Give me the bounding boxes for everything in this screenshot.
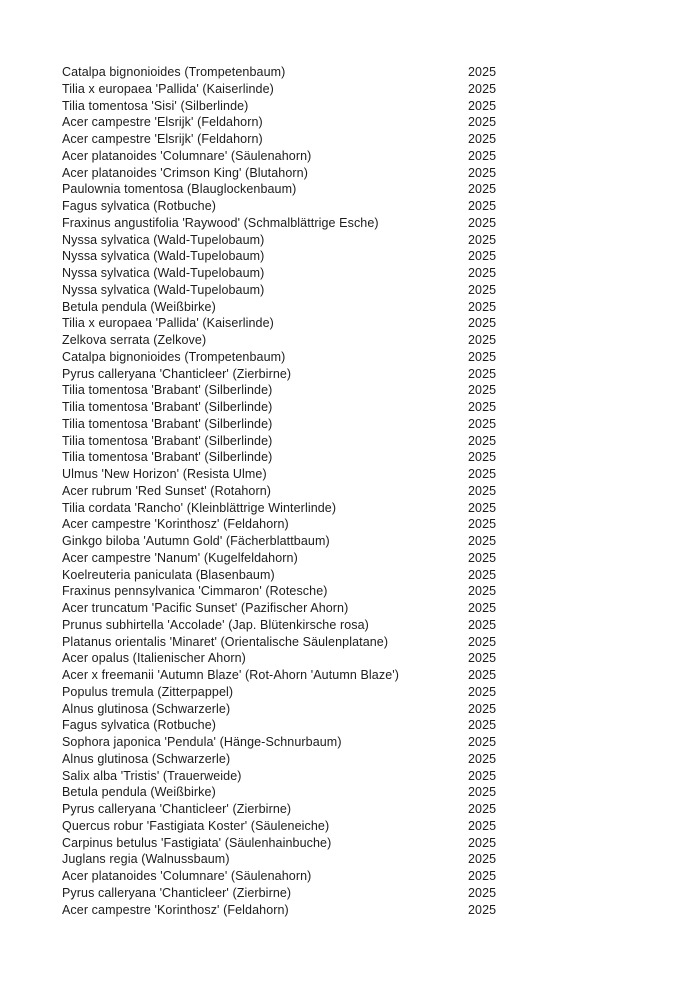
tree-name: Tilia tomentosa 'Brabant' (Silberlinde) bbox=[62, 383, 273, 398]
planting-year: 2025 bbox=[468, 148, 497, 163]
list-item bbox=[62, 801, 700, 818]
planting-year: 2025 bbox=[468, 701, 497, 716]
list-item bbox=[62, 734, 700, 751]
planting-year: 2025 bbox=[468, 651, 497, 666]
list-item bbox=[62, 818, 700, 835]
planting-year: 2025 bbox=[468, 316, 497, 331]
tree-name: Ginkgo biloba 'Autumn Gold' (Fächerblattbaum) bbox=[62, 534, 330, 548]
list-item bbox=[62, 148, 700, 165]
list-item bbox=[62, 533, 700, 550]
planting-year: 2025 bbox=[468, 483, 497, 498]
tree-name: Tilia tomentosa 'Brabant' (Silberlinde) bbox=[62, 400, 273, 414]
tree-name: Sophora japonica 'Pendula' (Hänge-Schnurbaum) bbox=[62, 735, 342, 749]
planting-year: 2025 bbox=[468, 81, 497, 96]
list-item bbox=[62, 684, 700, 701]
list-item bbox=[62, 366, 700, 383]
tree-name: Platanus orientalis 'Minaret' (Orientalische Säulenplatane) bbox=[62, 634, 389, 649]
tree-name: Koelreuteria paniculata (Blasenbaum) bbox=[62, 567, 275, 582]
list-item bbox=[62, 131, 700, 148]
list-item bbox=[62, 299, 700, 316]
planting-year: 2025 bbox=[468, 735, 497, 749]
list-item bbox=[62, 583, 700, 600]
tree-name: Acer truncatum 'Pacific Sunset' (Pazifischer Ahorn) bbox=[62, 601, 349, 615]
planting-year: 2025 bbox=[468, 517, 497, 532]
list-item bbox=[62, 265, 700, 282]
planting-year: 2025 bbox=[468, 500, 497, 515]
tree-name: Acer rubrum 'Red Sunset' (Rotahorn) bbox=[62, 483, 272, 498]
list-item bbox=[62, 466, 700, 483]
tree-name: Carpinus betulus 'Fastigiata' (Säulenhainbuche) bbox=[62, 835, 332, 850]
planting-year: 2025 bbox=[468, 266, 497, 280]
list-item bbox=[62, 433, 700, 450]
planting-year: 2025 bbox=[468, 98, 497, 113]
tree-name: Alnus glutinosa (Schwarzerle) bbox=[62, 701, 231, 716]
tree-name: Populus tremula (Zitterpappel) bbox=[62, 684, 234, 699]
list-item bbox=[62, 835, 700, 852]
tree-name: Tilia cordata 'Rancho' (Kleinblättrige Winterlinde) bbox=[62, 500, 337, 515]
list-item bbox=[62, 902, 700, 919]
list-item bbox=[62, 64, 700, 81]
list-item bbox=[62, 600, 700, 617]
planting-year: 2025 bbox=[468, 534, 497, 548]
list-item bbox=[62, 516, 700, 533]
planting-year: 2025 bbox=[468, 165, 497, 180]
list-item bbox=[62, 399, 700, 416]
tree-name: Tilia x europaea 'Pallida' (Kaiserlinde) bbox=[62, 81, 274, 96]
list-item bbox=[62, 550, 700, 567]
list-item bbox=[62, 81, 700, 98]
planting-year: 2025 bbox=[468, 132, 497, 146]
tree-name: Fagus sylvatica (Rotbuche) bbox=[62, 199, 217, 213]
list-item bbox=[62, 634, 700, 651]
planting-year: 2025 bbox=[468, 366, 497, 381]
list-item bbox=[62, 165, 700, 182]
planting-year: 2025 bbox=[468, 215, 497, 230]
list-item bbox=[62, 784, 700, 801]
tree-name: Quercus robur 'Fastigiata Koster' (Säuleneiche) bbox=[62, 818, 330, 833]
list-item bbox=[62, 717, 700, 734]
tree-name: Nyssa sylvatica (Wald-Tupelobaum) bbox=[62, 266, 265, 280]
list-item bbox=[62, 349, 700, 366]
list-item bbox=[62, 181, 700, 198]
planting-year: 2025 bbox=[468, 400, 497, 414]
tree-name: Tilia tomentosa 'Brabant' (Silberlinde) bbox=[62, 450, 273, 465]
list-item bbox=[62, 500, 700, 517]
tree-name: Fraxinus pennsylvanica 'Cimmaron' (Rotesche) bbox=[62, 584, 328, 599]
tree-name: Acer platanoides 'Columnare' (Säulenahorn) bbox=[62, 869, 312, 883]
list-item bbox=[62, 885, 700, 902]
planting-year: 2025 bbox=[468, 467, 497, 481]
list-item bbox=[62, 868, 700, 885]
planting-year: 2025 bbox=[468, 433, 497, 448]
planting-year: 2025 bbox=[468, 668, 497, 682]
tree-name: Nyssa sylvatica (Wald-Tupelobaum) bbox=[62, 232, 265, 247]
tree-name: Acer campestre 'Korinthosz' (Feldahorn) bbox=[62, 902, 289, 917]
planting-year: 2025 bbox=[468, 249, 497, 264]
tree-name: Acer opalus (Italienischer Ahorn) bbox=[62, 651, 246, 666]
tree-name: Betula pendula (Weißbirke) bbox=[62, 785, 216, 800]
tree-name: Tilia tomentosa 'Brabant' (Silberlinde) bbox=[62, 416, 273, 431]
tree-name: Salix alba 'Tristis' (Trauerweide) bbox=[62, 768, 242, 783]
list-item bbox=[62, 567, 700, 584]
tree-name: Catalpa bignonioides (Trompetenbaum) bbox=[62, 65, 286, 79]
tree-name: Betula pendula (Weißbirke) bbox=[62, 299, 216, 314]
tree-name: Ulmus 'New Horizon' (Resista Ulme) bbox=[62, 467, 267, 481]
tree-name: Acer platanoides 'Crimson King' (Blutahorn) bbox=[62, 165, 308, 180]
list-item bbox=[62, 232, 700, 249]
planting-year: 2025 bbox=[468, 617, 497, 632]
list-item bbox=[62, 449, 700, 466]
planting-year: 2025 bbox=[468, 818, 497, 833]
planting-year: 2025 bbox=[468, 199, 497, 213]
tree-name: Paulownia tomentosa (Blauglockenbaum) bbox=[62, 182, 297, 197]
list-item bbox=[62, 650, 700, 667]
list-item bbox=[62, 751, 700, 768]
planting-year: 2025 bbox=[468, 450, 497, 465]
tree-list bbox=[62, 64, 700, 918]
tree-name: Nyssa sylvatica (Wald-Tupelobaum) bbox=[62, 249, 265, 264]
tree-name: Fagus sylvatica (Rotbuche) bbox=[62, 718, 217, 733]
tree-name: Pyrus calleryana 'Chanticleer' (Zierbirne) bbox=[62, 366, 292, 381]
planting-year: 2025 bbox=[468, 768, 497, 783]
tree-name: Acer campestre 'Nanum' (Kugelfeldahorn) bbox=[62, 550, 298, 565]
list-item bbox=[62, 851, 700, 868]
list-item bbox=[62, 114, 700, 131]
planting-year: 2025 bbox=[468, 869, 497, 883]
list-item bbox=[62, 282, 700, 299]
tree-name: Acer campestre 'Elsrijk' (Feldahorn) bbox=[62, 115, 263, 130]
planting-year: 2025 bbox=[468, 601, 497, 615]
tree-name: Tilia x europaea 'Pallida' (Kaiserlinde) bbox=[62, 316, 274, 331]
planting-year: 2025 bbox=[468, 785, 497, 800]
planting-year: 2025 bbox=[468, 333, 497, 347]
tree-name: Juglans regia (Walnussbaum) bbox=[62, 852, 230, 867]
planting-year: 2025 bbox=[468, 550, 497, 565]
planting-year: 2025 bbox=[468, 232, 497, 247]
tree-name: Fraxinus angustifolia 'Raywood' (Schmalblättrige Esche) bbox=[62, 215, 379, 230]
list-item bbox=[62, 332, 700, 349]
planting-year: 2025 bbox=[468, 902, 497, 917]
planting-year: 2025 bbox=[468, 282, 497, 297]
planting-year: 2025 bbox=[468, 115, 497, 130]
planting-year: 2025 bbox=[468, 65, 497, 79]
planting-year: 2025 bbox=[468, 835, 497, 850]
tree-name: Acer campestre 'Korinthosz' (Feldahorn) bbox=[62, 517, 289, 532]
tree-name: Acer campestre 'Elsrijk' (Feldahorn) bbox=[62, 132, 263, 146]
planting-year: 2025 bbox=[468, 584, 497, 599]
tree-name: Acer x freemanii 'Autumn Blaze' (Rot-Ahorn 'Autumn Blaze') bbox=[62, 668, 400, 682]
list-item bbox=[62, 667, 700, 684]
list-item bbox=[62, 768, 700, 785]
tree-name: Zelkova serrata (Zelkove) bbox=[62, 333, 207, 347]
list-item bbox=[62, 701, 700, 718]
list-item bbox=[62, 483, 700, 500]
list-item bbox=[62, 248, 700, 265]
tree-name: Alnus glutinosa (Schwarzerle) bbox=[62, 751, 231, 766]
planting-year: 2025 bbox=[468, 885, 497, 900]
planting-year: 2025 bbox=[468, 182, 497, 197]
tree-name: Acer platanoides 'Columnare' (Säulenahorn) bbox=[62, 148, 312, 163]
planting-year: 2025 bbox=[468, 634, 497, 649]
tree-name: Prunus subhirtella 'Accolade' (Jap. Blütenkirsche rosa) bbox=[62, 617, 369, 632]
tree-name: Nyssa sylvatica (Wald-Tupelobaum) bbox=[62, 282, 265, 297]
tree-name: Tilia tomentosa 'Brabant' (Silberlinde) bbox=[62, 433, 273, 448]
list-item bbox=[62, 382, 700, 399]
tree-name: Tilia tomentosa 'Sisi' (Silberlinde) bbox=[62, 98, 249, 113]
tree-name: Pyrus calleryana 'Chanticleer' (Zierbirne) bbox=[62, 885, 292, 900]
planting-year: 2025 bbox=[468, 852, 497, 867]
list-item bbox=[62, 416, 700, 433]
planting-year: 2025 bbox=[468, 718, 497, 733]
list-item bbox=[62, 617, 700, 634]
planting-year: 2025 bbox=[468, 349, 497, 364]
planting-year: 2025 bbox=[468, 751, 497, 766]
planting-year: 2025 bbox=[468, 299, 497, 314]
list-item bbox=[62, 315, 700, 332]
planting-year: 2025 bbox=[468, 802, 497, 816]
planting-year: 2025 bbox=[468, 383, 497, 398]
list-item bbox=[62, 198, 700, 215]
planting-year: 2025 bbox=[468, 567, 497, 582]
list-item bbox=[62, 215, 700, 232]
tree-name: Pyrus calleryana 'Chanticleer' (Zierbirne) bbox=[62, 802, 292, 816]
planting-year: 2025 bbox=[468, 416, 497, 431]
planting-year: 2025 bbox=[468, 684, 497, 699]
tree-name: Catalpa bignonioides (Trompetenbaum) bbox=[62, 349, 286, 364]
list-item bbox=[62, 98, 700, 115]
